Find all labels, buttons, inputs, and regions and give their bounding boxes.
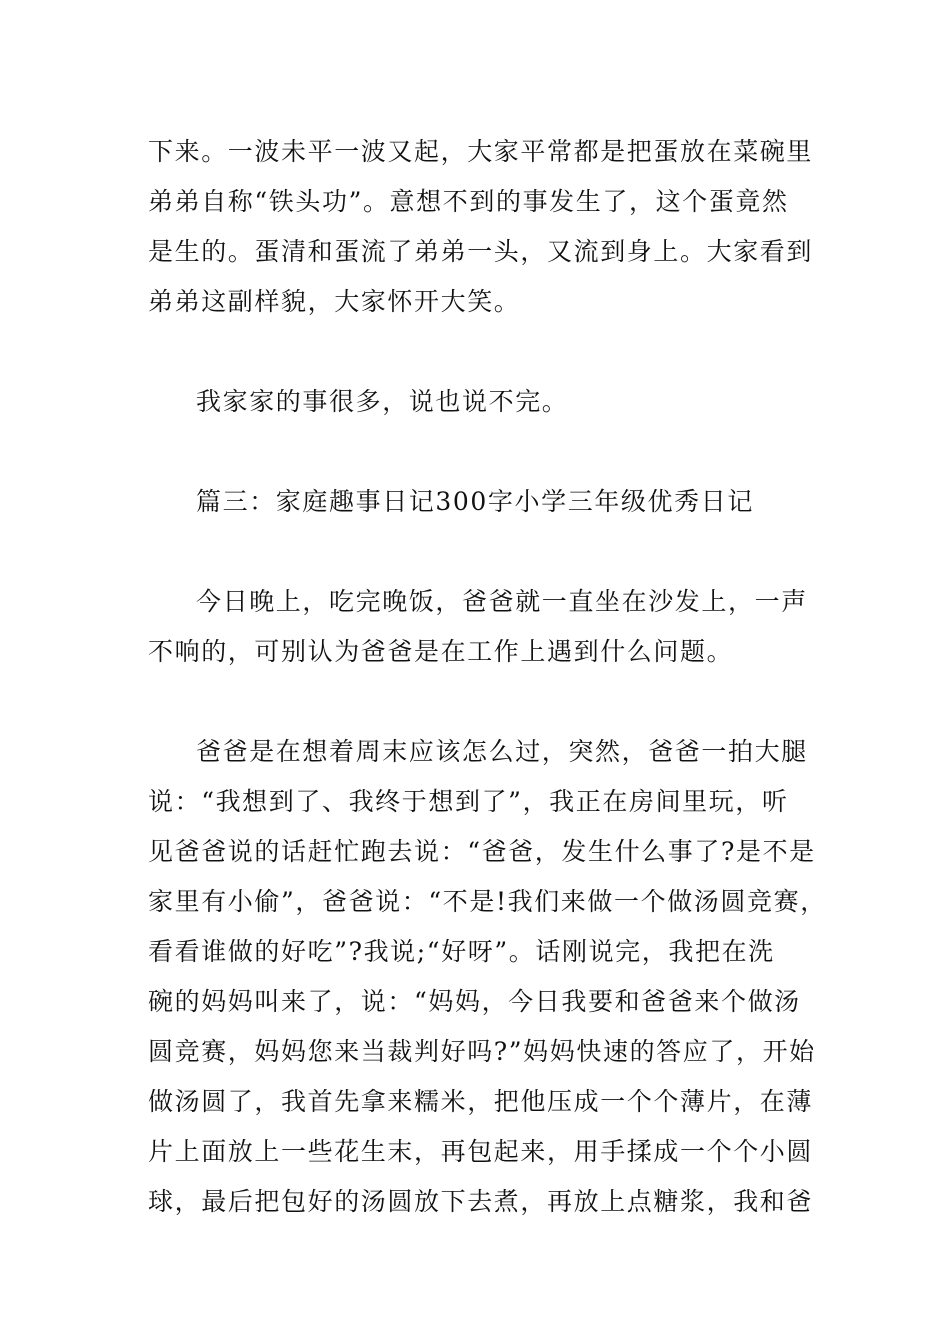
text-line: 弟弟这副样貌，大家怀开大笑。 bbox=[148, 287, 521, 316]
text-line: 球，最后把包好的汤圆放下去煮，再放上点糖浆，我和爸 bbox=[148, 1187, 814, 1216]
paragraph-line: 我家家的事很多，说也说不完。 bbox=[196, 387, 569, 416]
text-line: 圆竞赛，妈妈您来当裁判好吗?”妈妈快速的答应了，开始 bbox=[148, 1037, 816, 1066]
text-line: 碗的妈妈叫来了，说：“妈妈，今日我要和爸爸来个做汤 bbox=[148, 987, 801, 1016]
text-line: 见爸爸说的话赶忙跑去说：“爸爸，发生什么事了?是不是 bbox=[148, 837, 816, 866]
section-heading: 篇三：家庭趣事日记300字小学三年级优秀日记 bbox=[196, 487, 754, 516]
text-line: 是生的。蛋清和蛋流了弟弟一头，又流到身上。大家看到 bbox=[148, 237, 814, 266]
paragraph-line: 爸爸是在想着周末应该怎么过，突然，爸爸一拍大腿 bbox=[196, 737, 808, 766]
text-line: 家里有小偷”，爸爸说：“不是!我们来做一个做汤圆竞赛， bbox=[148, 887, 827, 916]
paragraph-line: 今日晚上，吃完晚饭，爸爸就一直坐在沙发上，一声 bbox=[196, 587, 808, 616]
text-line: 下来。一波未平一波又起，大家平常都是把蛋放在菜碗里 bbox=[148, 137, 814, 166]
text-line: 说：“我想到了、我终于想到了”，我正在房间里玩，听 bbox=[148, 787, 789, 816]
text-line: 做汤圆了，我首先拿来糯米，把他压成一个个薄片，在薄 bbox=[148, 1087, 814, 1116]
text-line: 片上面放上一些花生末，再包起来，用手揉成一个个小圆 bbox=[148, 1137, 814, 1166]
text-line: 看看谁做的好吃”?我说;“好呀”。话刚说完，我把在洗 bbox=[148, 937, 775, 966]
text-line: 弟弟自称“铁头功”。意想不到的事发生了，这个蛋竟然 bbox=[148, 187, 789, 216]
text-line: 不响的，可别认为爸爸是在工作上遇到什么问题。 bbox=[148, 637, 734, 666]
